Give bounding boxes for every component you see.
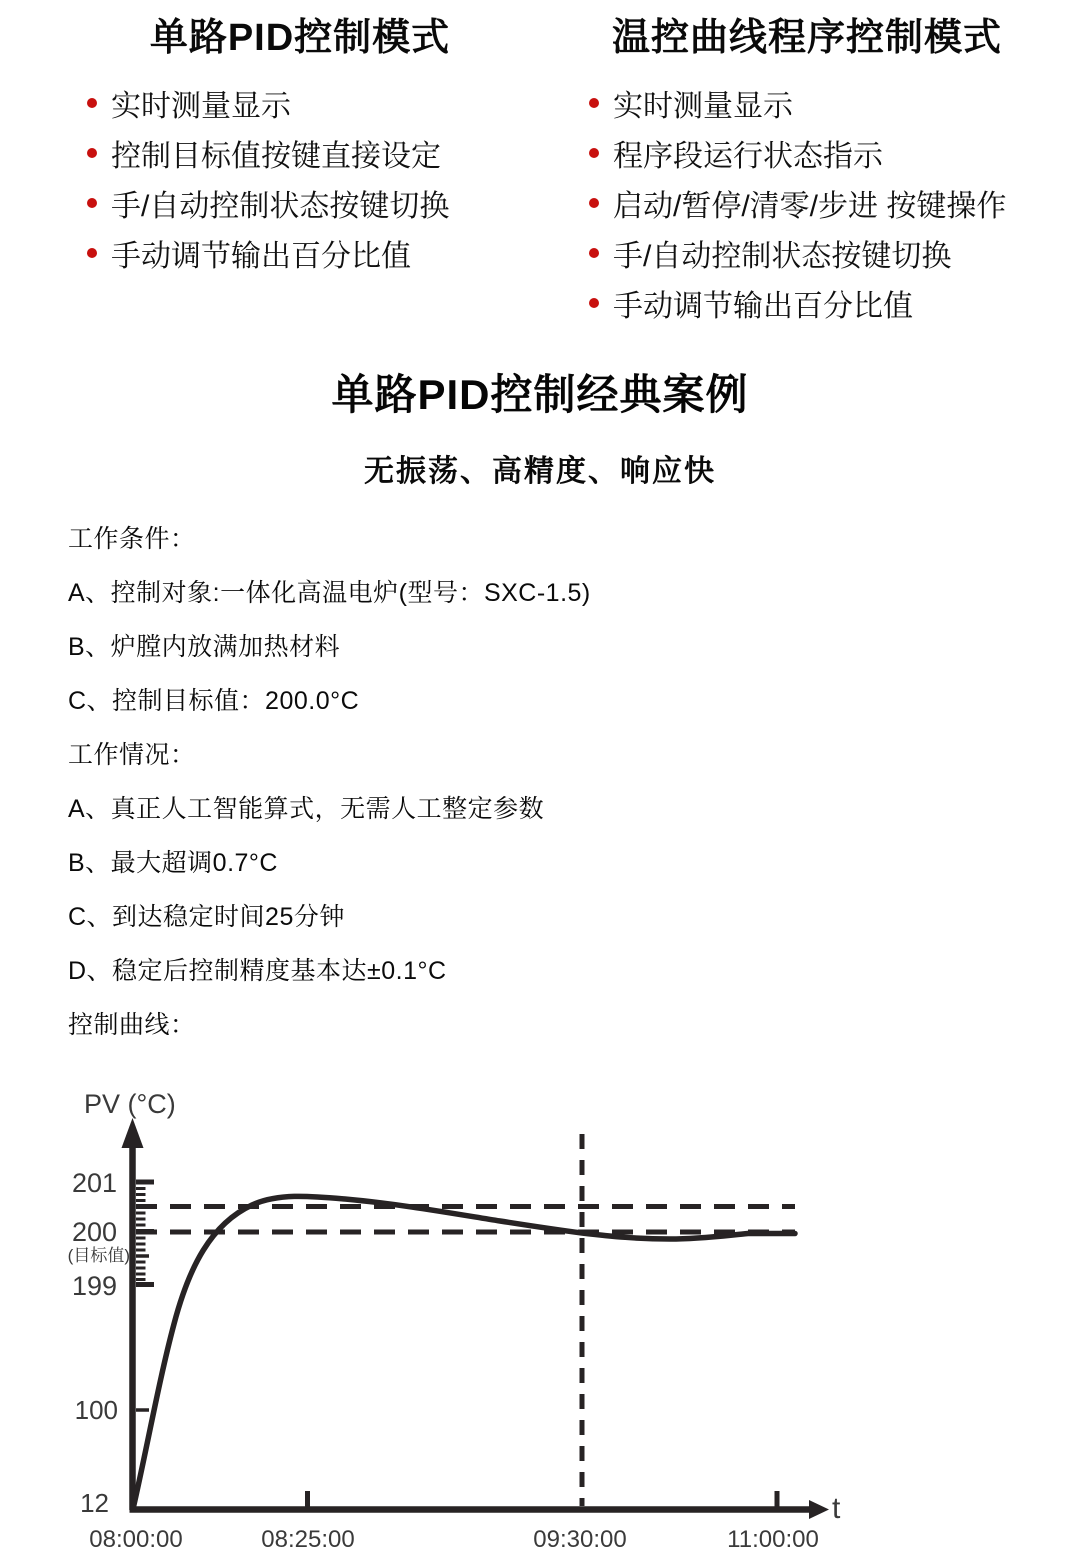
case-line: A、真正人工智能算式，无需人工整定参数 — [68, 795, 545, 823]
program-mode-section — [577, 14, 1037, 328]
case-line: C、到达稳定时间25分钟 — [68, 903, 345, 931]
bullet-dot-icon — [87, 98, 97, 108]
single-pid-feature-list — [85, 78, 515, 278]
feature-item-label: 程序段运行状态指示 — [613, 140, 883, 173]
case-study-subtitle: 无振荡、高精度、响应快 — [364, 455, 716, 488]
x-tick-label-0930: 09:30:00 — [533, 1526, 627, 1553]
feature-item-label: 手动调节输出百分比值 — [111, 240, 411, 273]
feature-item — [85, 228, 515, 278]
program-mode-title: 温控曲线程序控制模式 — [611, 17, 1002, 59]
feature-item — [577, 178, 1037, 228]
single-pid-mode-section — [85, 14, 515, 278]
y-axis-arrow-icon — [122, 1118, 144, 1148]
feature-item — [577, 278, 1037, 328]
y-tick-label-201: 201 — [71, 1168, 117, 1198]
feature-item-label: 手/自动控制状态按键切换 — [111, 190, 450, 223]
case-line: 工作情况： — [68, 741, 196, 769]
feature-item — [85, 178, 515, 228]
bullet-dot-icon — [87, 148, 97, 158]
control-curve-chart — [0, 1080, 1080, 1562]
case-line: 工作条件： — [68, 525, 196, 553]
bullet-dot-icon — [87, 248, 97, 258]
y-axis-title: PV (°C) — [84, 1089, 176, 1119]
x-axis-title: t — [832, 1492, 841, 1525]
case-line: B、炉膛内放满加热材料 — [68, 633, 341, 661]
y-tick-label-200: 200 — [71, 1217, 117, 1247]
single-pid-mode-title: 单路PID控制模式 — [149, 17, 451, 59]
feature-item — [577, 228, 1037, 278]
feature-item-label: 实时测量显示 — [111, 90, 291, 123]
feature-item-label: 启动/暂停/清零/步进 按键操作 — [613, 190, 1007, 223]
program-mode-feature-list — [577, 78, 1037, 328]
y-tick-label-12: 12 — [80, 1488, 109, 1518]
case-line: 控制曲线： — [68, 1011, 196, 1039]
case-study-body — [68, 512, 1018, 1052]
feature-item — [85, 128, 515, 178]
pv-curve — [133, 1196, 795, 1509]
x-tick-label-0825: 08:25:00 — [261, 1526, 355, 1553]
case-line: A、控制对象:一体化高温电炉(型号：SXC-1.5) — [68, 579, 591, 607]
feature-item — [577, 128, 1037, 178]
target-value-note: (目标值) — [67, 1246, 130, 1265]
feature-item-label: 手/自动控制状态按键切换 — [613, 240, 952, 273]
feature-item-label: 控制目标值按键直接设定 — [111, 140, 441, 173]
bullet-dot-icon — [589, 298, 599, 308]
x-axis-arrow-icon — [809, 1500, 829, 1519]
bullet-dot-icon — [589, 198, 599, 208]
bullet-dot-icon — [87, 198, 97, 208]
bullet-dot-icon — [589, 98, 599, 108]
case-line: C、控制目标值：200.0°C — [68, 687, 360, 715]
feature-item — [577, 78, 1037, 128]
feature-item-label: 手动调节输出百分比值 — [613, 290, 913, 323]
feature-item — [85, 78, 515, 128]
y-tick-label-100: 100 — [74, 1395, 118, 1425]
x-tick-label-1100: 11:00:00 — [727, 1526, 819, 1553]
y-tick-label-199: 199 — [71, 1271, 117, 1301]
case-line: B、最大超调0.7°C — [68, 849, 278, 877]
feature-item-label: 实时测量显示 — [613, 90, 793, 123]
case-study-title: 单路PID控制经典案例 — [331, 371, 749, 418]
case-line: D、稳定后控制精度基本达±0.1°C — [68, 957, 447, 985]
x-tick-label-0800: 08:00:00 — [89, 1526, 183, 1553]
bullet-dot-icon — [589, 148, 599, 158]
bullet-dot-icon — [589, 248, 599, 258]
